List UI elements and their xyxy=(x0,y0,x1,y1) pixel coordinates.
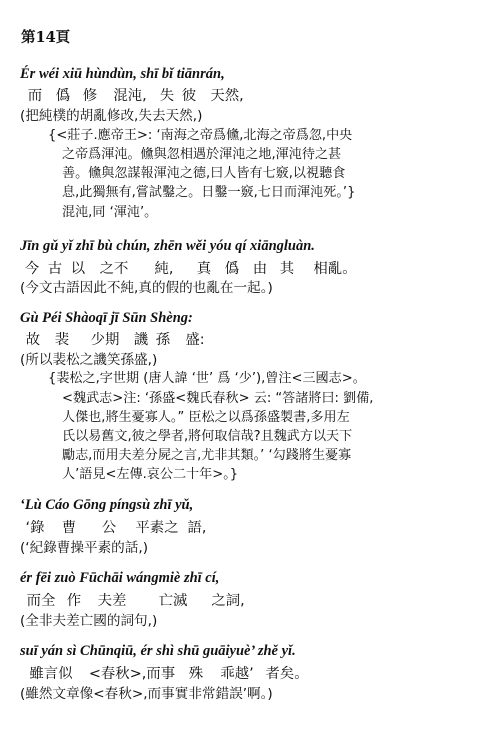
chinese-word: 雖言似 xyxy=(29,666,73,682)
chinese-word: 而 xyxy=(27,88,43,104)
chinese-word: 盛: xyxy=(185,332,205,348)
chinese-line xyxy=(20,589,248,610)
chinese-word: 修 xyxy=(82,88,98,104)
chinese-word: 譏 xyxy=(133,332,149,348)
pinyin-line: Gù Péi Shàoqī jī Sūn Shèng: xyxy=(20,310,193,326)
chinese-word: <春秋>,而事 xyxy=(88,666,176,682)
chinese-word: 僞 xyxy=(224,261,240,277)
chinese-word: 亡滅 xyxy=(158,593,188,609)
chinese-word: 混沌, xyxy=(113,88,147,104)
chinese-word: 乖越’ xyxy=(220,666,254,682)
chinese-word: 作 xyxy=(66,593,82,609)
note-line: 混沌,同 ‘渾沌’。 xyxy=(62,205,158,220)
chinese-word: 以 xyxy=(70,261,86,277)
chinese-word: 由 xyxy=(252,261,268,277)
pinyin-line: Jīn gǔ yǐ zhī bù chún, zhēn wěi yóu qí xiāngluàn. xyxy=(20,238,315,254)
chinese-word: 曹 xyxy=(61,520,77,536)
chinese-line xyxy=(20,257,370,278)
chinese-word: ‘錄 xyxy=(25,520,45,536)
paraphrase-line: (‘紀錄曹操平素的話,) xyxy=(20,540,148,556)
chinese-word: 者矣。 xyxy=(265,666,309,682)
chinese-word: 孫 xyxy=(155,332,171,348)
chinese-word: 語, xyxy=(187,520,207,536)
chinese-word: 失 xyxy=(159,88,175,104)
chinese-word: 公 xyxy=(101,520,117,536)
paraphrase-line: (把純樸的胡亂修改,失去天然,) xyxy=(20,108,203,124)
chinese-word: 相亂。 xyxy=(313,261,357,277)
note-line: 勵志,而用夫差分屍之言,尤非其類。’ ‘勾踐將生憂寡 xyxy=(62,448,352,463)
chinese-word: 之不 xyxy=(99,261,129,277)
paraphrase-line: (今文古語因此不純,真的假的也亂在一起。) xyxy=(20,280,273,296)
note-line: 氏以易舊文,彼之學者,將何取信哉?且魏武方以天下 xyxy=(62,429,353,444)
chinese-word: 殊 xyxy=(188,666,204,682)
chinese-word: 夫差 xyxy=(97,593,127,609)
note-line: 善。儵與忽謀報渾沌之德,曰人皆有七竅,以視聽食 xyxy=(62,166,346,181)
chinese-word: 少期 xyxy=(90,332,120,348)
chinese-word: 純, xyxy=(154,261,174,277)
pinyin-line: ér fēi zuò Fūchāi wángmiè zhī cí, xyxy=(20,570,220,586)
chinese-line xyxy=(20,328,214,349)
chinese-line xyxy=(20,662,310,683)
note-line: 息,此獨無有,嘗試鑿之。日鑿一竅,七日而渾沌死。’} xyxy=(62,185,356,200)
pinyin-line: suī yán sì Chūnqiū, ér shì shū guāiyuè’ zhě yǐ. xyxy=(20,643,296,659)
chinese-line xyxy=(20,84,254,105)
chinese-word: 裴 xyxy=(54,332,70,348)
chinese-word: 天然, xyxy=(210,88,244,104)
page-number: 第14頁 xyxy=(21,29,71,46)
chinese-word: 真 xyxy=(196,261,212,277)
paraphrase-line: (全非夫差亡國的詞句,) xyxy=(20,613,158,629)
chinese-line xyxy=(20,516,210,537)
chinese-word: 其 xyxy=(279,261,295,277)
chinese-word: 今 xyxy=(24,261,40,277)
chinese-word: 之詞, xyxy=(211,593,245,609)
chinese-word: 平素之 xyxy=(135,520,179,536)
chinese-word: 僞 xyxy=(55,88,71,104)
paraphrase-line: (所以裴松之譏笑孫盛,) xyxy=(20,352,158,368)
paraphrase-line: (雖然文章像<春秋>,而事實非常錯誤’啊。) xyxy=(20,686,273,702)
pinyin-line: Ér wéi xiū hùndùn, shī bǐ tiānrán, xyxy=(20,66,225,82)
chinese-word: 而全 xyxy=(26,593,56,609)
chinese-word: 故 xyxy=(25,332,41,348)
note-line: 人傑也,將生憂寡人。” 臣松之以爲孫盛製書,多用左 xyxy=(62,410,350,425)
note-line: {<莊子.應帝王>: ‘南海之帝爲儵,北海之帝爲忽,中央 xyxy=(48,128,353,143)
chinese-word: 彼 xyxy=(181,88,197,104)
chinese-word: 古 xyxy=(47,261,63,277)
note-line: <魏武志>注: ‘孫盛<魏氏春秋> 云: “答諸將曰: 劉備, xyxy=(62,391,374,406)
note-line: 之帝爲渾沌。儵與忽相遇於渾沌之地,渾沌待之甚 xyxy=(62,147,342,162)
note-line: {裴松之,字世期 (唐人諱 ‘世’ 爲 ‘少’),曾注<三國志>。 xyxy=(48,371,366,386)
pinyin-line: ‘Lù Cáo Gōng píngsù zhī yǔ, xyxy=(20,497,194,513)
note-line: 人’語見<左傳.哀公二十年>。} xyxy=(62,467,239,482)
